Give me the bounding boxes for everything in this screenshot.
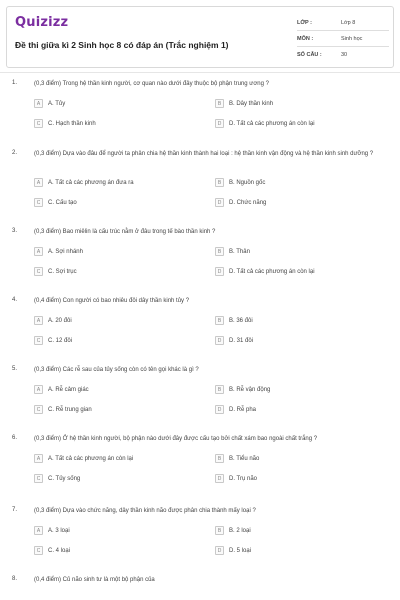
meta-key: MÔN : xyxy=(297,35,314,42)
answer-option-c[interactable] xyxy=(34,404,92,415)
option-letter-box: C xyxy=(34,336,43,345)
question-text: (0,3 điểm) Dựa vào chức năng, dây thần kinh não được phân chia thành mấy loại ? xyxy=(34,508,256,514)
option-label: B. Rễ vận động xyxy=(229,386,271,393)
question-number: 4. xyxy=(12,297,18,303)
answer-option-a[interactable] xyxy=(34,246,83,257)
option-letter-box: D xyxy=(215,336,224,345)
option-label: B. Tiểu não xyxy=(229,455,260,462)
question-text: (0,3 điểm) Bao miêlin là cấu trúc nằm ở đâu trong tế bào thần kinh ? xyxy=(34,229,216,235)
option-label: C. Tủy sống xyxy=(48,475,81,482)
option-letter-box: D xyxy=(215,198,224,207)
option-label: D. Tất cả các phương án còn lại xyxy=(229,268,315,275)
option-label: D. Trụ não xyxy=(229,475,258,482)
option-label: A. Tủy xyxy=(48,100,66,107)
option-label: B. 36 đôi xyxy=(229,317,253,324)
answer-option-d[interactable] xyxy=(215,473,257,484)
question-text: (0,3 điểm) Ở hệ thần kinh người, bộ phận nào dưới đây được cấu tạo bởi chất xám bao ngoài chất trắng ? xyxy=(34,436,318,442)
option-label: D. 5 loại xyxy=(229,547,252,554)
answer-option-d[interactable] xyxy=(215,197,266,208)
option-letter-box: B xyxy=(215,385,224,394)
answer-option-a[interactable] xyxy=(34,98,65,109)
option-letter-box: C xyxy=(34,267,43,276)
answer-option-b[interactable] xyxy=(215,315,253,326)
option-letter-box: B xyxy=(215,99,224,108)
option-label: B. Dây thần kinh xyxy=(229,100,274,107)
option-label: C. Rễ trung gian xyxy=(48,406,92,413)
question-text: (0,4 điểm) Củ não sinh tư là một bộ phận của xyxy=(34,577,155,583)
option-letter-box: D xyxy=(215,546,224,555)
option-label: C. Hạch thần kinh xyxy=(48,120,96,127)
option-label: A. 3 loại xyxy=(48,527,70,534)
question-text: (0,3 điểm) Các rễ sau của tủy sống còn có tên gọi khác là gì ? xyxy=(34,367,199,373)
answer-option-b[interactable] xyxy=(215,453,259,464)
option-letter-box: A xyxy=(34,454,43,463)
answer-option-c[interactable] xyxy=(34,197,77,208)
answer-option-b[interactable] xyxy=(215,177,265,188)
answer-option-d[interactable] xyxy=(215,266,315,277)
option-label: A. Rễ cảm giác xyxy=(48,386,89,393)
meta-key: SỐ CÂU : xyxy=(297,52,322,58)
option-label: A. Tất cả các phương án còn lại xyxy=(48,455,134,462)
option-letter-box: A xyxy=(34,178,43,187)
answer-option-c[interactable] xyxy=(34,335,72,346)
question-number: 3. xyxy=(12,228,18,234)
option-letter-box: A xyxy=(34,247,43,256)
quizizz-logo: Quizizz xyxy=(15,15,69,30)
answer-option-d[interactable] xyxy=(215,404,256,415)
answer-option-c[interactable] xyxy=(34,118,96,129)
document-header xyxy=(6,6,394,68)
answer-option-d[interactable] xyxy=(215,118,315,129)
answer-option-d[interactable] xyxy=(215,545,251,556)
option-label: D. Tất cả các phương án còn lại xyxy=(229,120,315,127)
option-letter-box: B xyxy=(215,526,224,535)
option-label: D. 31 đôi xyxy=(229,337,254,344)
meta-key: LỚP : xyxy=(297,19,312,26)
option-label: B. 2 loại xyxy=(229,527,251,534)
option-label: C. Sợi trục xyxy=(48,268,77,275)
option-letter-box: A xyxy=(34,526,43,535)
header-divider xyxy=(0,72,400,73)
answer-option-c[interactable] xyxy=(34,473,80,484)
option-label: A. Sợi nhánh xyxy=(48,248,83,255)
option-label: C. 12 đôi xyxy=(48,337,73,344)
option-letter-box: B xyxy=(215,178,224,187)
answer-option-a[interactable] xyxy=(34,315,72,326)
option-letter-box: C xyxy=(34,474,43,483)
answer-option-d[interactable] xyxy=(215,335,253,346)
meta-value: 30 xyxy=(341,52,348,58)
question-text: (0,3 điểm) Trong hệ thần kinh người, cơ quan nào dưới đây thuộc bộ phận trung ương ? xyxy=(34,81,269,87)
answer-option-b[interactable] xyxy=(215,384,270,395)
option-letter-box: B xyxy=(215,316,224,325)
option-letter-box: C xyxy=(34,405,43,414)
option-label: A. Tất cả các phương án đưa ra xyxy=(48,179,134,186)
option-label: D. Rễ pha xyxy=(229,406,257,413)
option-letter-box: D xyxy=(215,405,224,414)
meta-row-count xyxy=(297,47,389,63)
option-letter-box: A xyxy=(34,316,43,325)
meta-value: Sinh học xyxy=(341,35,363,42)
answer-option-a[interactable] xyxy=(34,177,134,188)
option-label: C. Cấu tạo xyxy=(48,199,77,206)
option-letter-box: D xyxy=(215,119,224,128)
question-number: 5. xyxy=(12,366,18,372)
answer-option-c[interactable] xyxy=(34,545,70,556)
option-letter-box: C xyxy=(34,546,43,555)
option-letter-box: A xyxy=(34,385,43,394)
option-label: B. Nguồn gốc xyxy=(229,179,266,186)
question-text: (0,3 điểm) Dựa vào đâu để người ta phân chia hệ thần kinh thành hai loại : hệ thần kinh vận động và hệ thần kinh sinh dưỡng ? xyxy=(34,151,374,157)
question-text: (0,4 điểm) Con người có bao nhiêu đôi dây thần kinh tủy ? xyxy=(34,298,190,304)
option-letter-box: C xyxy=(34,119,43,128)
option-letter-box: D xyxy=(215,267,224,276)
page-title: Đề thi giữa kì 2 Sinh học 8 có đáp án (Trắc nghiệm 1) xyxy=(15,40,229,50)
question-number: 6. xyxy=(12,435,18,441)
answer-option-b[interactable] xyxy=(215,525,251,536)
question-number: 8. xyxy=(12,576,18,582)
meta-value: Lớp 8 xyxy=(341,19,356,26)
option-letter-box: D xyxy=(215,474,224,483)
option-label: B. Thân xyxy=(229,248,250,255)
option-label: A. 20 đôi xyxy=(48,317,72,324)
option-label: D. Chức năng xyxy=(229,199,267,206)
answer-option-b[interactable] xyxy=(215,98,273,109)
answer-option-c[interactable] xyxy=(34,266,77,277)
option-letter-box: B xyxy=(215,247,224,256)
answer-option-a[interactable] xyxy=(34,453,133,464)
answer-option-a[interactable] xyxy=(34,384,89,395)
meta-table xyxy=(297,15,389,63)
question-number: 2. xyxy=(12,150,18,156)
meta-row-class xyxy=(297,15,389,31)
question-number: 7. xyxy=(12,507,18,513)
option-letter-box: B xyxy=(215,454,224,463)
answer-option-a[interactable] xyxy=(34,525,70,536)
question-number: 1. xyxy=(12,80,18,86)
option-letter-box: C xyxy=(34,198,43,207)
option-letter-box: A xyxy=(34,99,43,108)
option-label: C. 4 loại xyxy=(48,547,71,554)
meta-row-subject xyxy=(297,31,389,47)
answer-option-b[interactable] xyxy=(215,246,250,257)
